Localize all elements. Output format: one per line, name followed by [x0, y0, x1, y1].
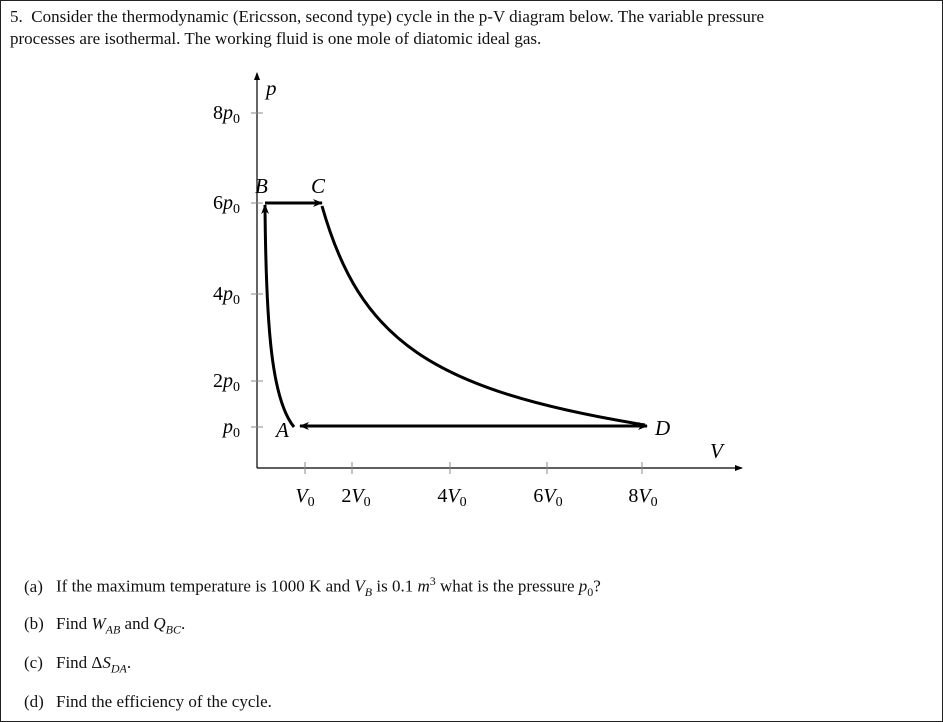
point-label-c: C [311, 174, 326, 198]
question-b-var: W [91, 614, 106, 633]
question-c [24, 653, 131, 676]
question-b-text-3: . [180, 614, 186, 633]
question-b-var2: Q [153, 614, 166, 633]
x-tick-label-8v0: $8V_0$ [628, 485, 658, 510]
question-a-var: V [354, 576, 365, 596]
question-c-label: (c) [24, 653, 43, 672]
question-d-text-1: Find the efficiency of the cycle. [56, 692, 272, 711]
question-b-text-1: Find [56, 614, 92, 633]
question-c-text-1: Find Δ [56, 653, 103, 672]
process-a-to-b [265, 205, 294, 427]
question-b-sub: AB [105, 622, 121, 637]
question-a-text-2: is 0.1 [372, 576, 418, 596]
question-b [24, 614, 185, 637]
y-tick-label-8p0: $8p_0$ [213, 102, 240, 127]
question-a-unit: m [417, 576, 430, 596]
question-d [24, 692, 272, 712]
question-c-sub: DA [110, 661, 127, 676]
question-a-text-1: If the maximum temperature is 1000 K and [56, 576, 355, 596]
question-c-var: S [102, 653, 111, 672]
question-d-label: (d) [24, 692, 44, 711]
question-b-label: (b) [24, 614, 44, 633]
point-label-d: D [655, 416, 671, 440]
question-a-sub2: 0 [587, 585, 594, 600]
process-c-to-d [322, 206, 645, 425]
y-tick-label-6p0: $6p_0$ [213, 192, 240, 217]
question-a [24, 574, 601, 600]
question-a-sup: 3 [429, 574, 436, 588]
question-b-text-2: and [120, 614, 154, 633]
y-tick-label-4p0: $4p_0$ [213, 283, 240, 308]
question-c-text-2: . [126, 653, 132, 672]
question-a-text-4: ? [593, 576, 601, 596]
y-axis-label: p [266, 76, 277, 100]
point-label-a: A [276, 418, 289, 442]
x-tick-label-4v0: $4V_0$ [437, 485, 467, 510]
point-label-b: B [255, 174, 268, 198]
problem-number: 5. [10, 7, 23, 26]
question-b-sub2: BC [165, 622, 181, 637]
question-a-label: (a) [24, 576, 43, 596]
question-a-var2: p [578, 576, 588, 596]
x-tick-label-v0: $V_0$ [295, 485, 315, 510]
y-tick-label-p0: $p_0$ [223, 416, 240, 441]
intro-line-2: processes are isothermal. The working fluid is one mole of diatomic ideal gas. [10, 29, 542, 48]
y-tick-label-2p0: $2p_0$ [213, 370, 240, 395]
question-a-sub: B [364, 585, 373, 600]
x-tick-label-2v0: $2V_0$ [341, 485, 371, 510]
x-axis-label: V [710, 439, 723, 463]
x-tick-label-6v0: $6V_0$ [533, 485, 563, 510]
intro-text-1: Consider the thermodynamic (Ericsson, second type) cycle in the p-V diagram below. The variable pressure [31, 7, 765, 26]
question-a-text-3: what is the pressure [435, 576, 579, 596]
